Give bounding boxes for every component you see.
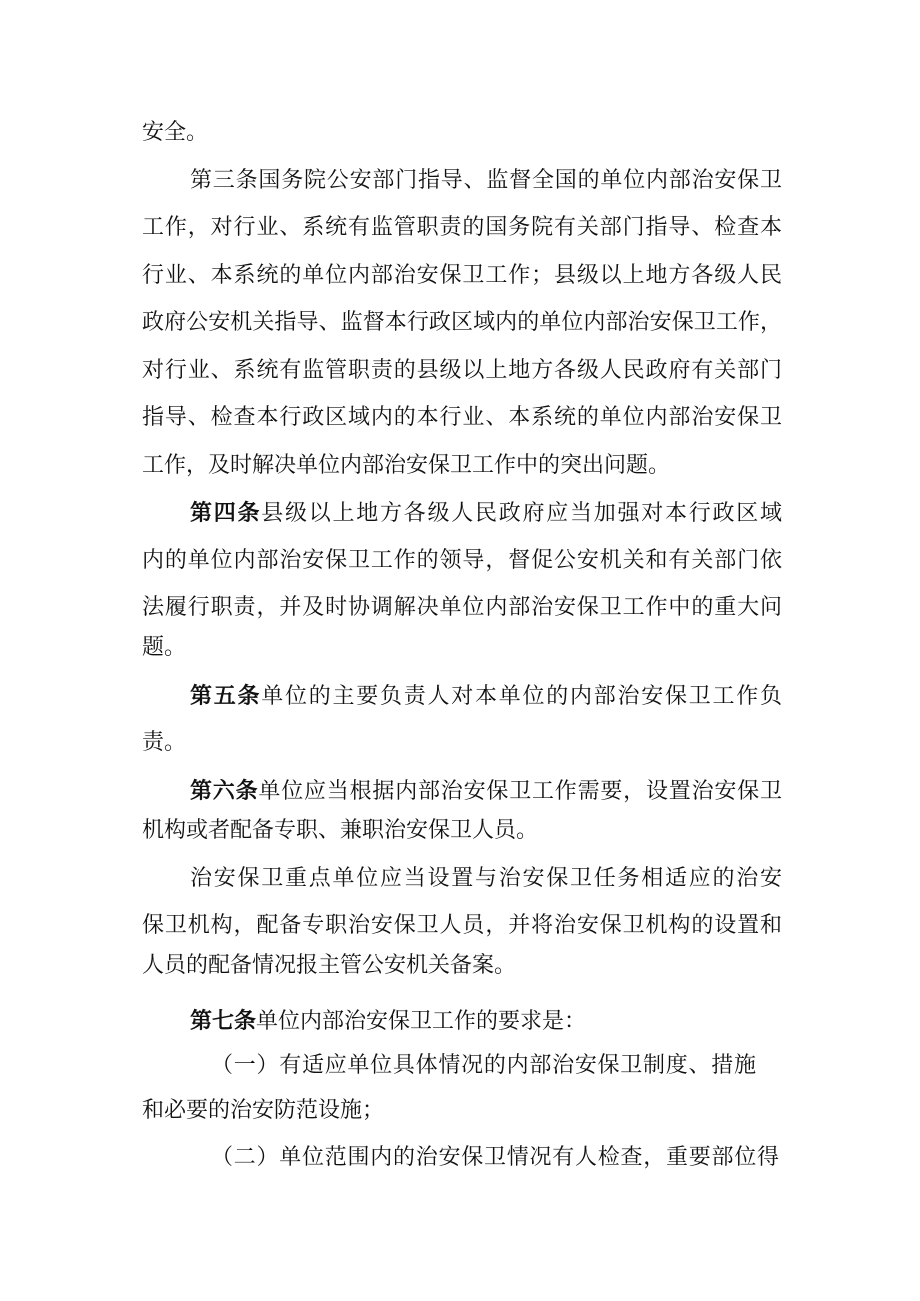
line-text: 保卫机构，配备专职治安保卫人员，并将治安保卫机构的设置和: [142, 913, 782, 938]
line-text: 题。: [142, 635, 187, 660]
line-text: 机构或者配备专职、兼职治安保卫人员。: [142, 818, 539, 843]
article-text: 单位应当根据内部治安保卫工作需要，设置治安保卫: [258, 779, 782, 804]
text-line: [0, 403, 920, 433]
text-line: [0, 261, 920, 291]
line-text: 和必要的治安防范设施；: [142, 1098, 385, 1123]
line-text: 政府公安机关指导、监督本行政区域内的单位内部治安保卫工作，: [142, 310, 782, 335]
text-line: [0, 593, 920, 623]
text-line: [0, 633, 920, 663]
line-text: 行业、本系统的单位内部治安保卫工作；县级以上地方各级人民: [142, 263, 782, 288]
article-text: 单位内部治安保卫工作的要求是：: [256, 1009, 587, 1034]
text-line: [0, 213, 920, 243]
line-text: 对行业、系统有监管职责的县级以上地方各级人民政府有关部门: [142, 358, 782, 383]
article-text: 县级以上地方各级人民政府应当加强对本行政区域: [261, 501, 782, 526]
article-number: 第四条: [190, 500, 262, 526]
line-text: 责。: [142, 730, 187, 755]
line-text: 人员的配备情况报主管公安机关备案。: [142, 953, 517, 978]
list-item-1-line: [0, 1051, 920, 1081]
line-text: 内的单位内部治安保卫工作的领导，督促公安机关和有关部门依: [142, 548, 782, 573]
article-5-heading-line: [0, 681, 920, 712]
line-text: 第三条国务院公安部门指导、监督全国的单位内部治安保卫: [190, 168, 782, 193]
line-text: [190, 498, 782, 529]
article-6-heading-line: [0, 776, 920, 807]
text-line: [0, 951, 920, 981]
text-line: [0, 1096, 920, 1126]
line-text: 治安保卫重点单位应当设置与治安保卫任务相适应的治安: [190, 866, 782, 891]
line-text: 法履行职责，并及时协调解决单位内部治安保卫工作中的重大问: [142, 595, 782, 620]
text-line: [0, 728, 920, 758]
line-text: [190, 1009, 586, 1034]
line-text: 工作，及时解决单位内部治安保卫工作中的突出问题。: [142, 453, 671, 478]
text-line: [0, 816, 920, 846]
text-line: [0, 118, 920, 148]
text-line: [0, 356, 920, 386]
text-line: [0, 546, 920, 576]
line-text: 安全。: [142, 120, 209, 145]
list-item-2-line: [0, 1143, 920, 1173]
article-text: 单位的主要负责人对本单位的内部治安保卫工作负: [261, 684, 782, 709]
line-text: [190, 681, 782, 712]
article-4-heading-line: [0, 498, 920, 529]
article-7-heading-line: [0, 1006, 920, 1037]
article-number: 第七条: [190, 1008, 257, 1034]
line-text: 指导、检查本行政区域内的本行业、本系统的单位内部治安保卫: [142, 405, 782, 430]
article-3-heading-line: [0, 166, 920, 196]
text-line: [0, 308, 920, 338]
line-text: （一）有适应单位具体情况的内部治安保卫制度、措施: [211, 1053, 756, 1078]
article-number: 第五条: [190, 683, 262, 709]
text-line: [0, 451, 920, 481]
article-number: 第六条: [190, 778, 259, 804]
line-text: [190, 776, 782, 807]
text-line: [0, 864, 920, 894]
line-text: 工作，对行业、系统有监管职责的国务院有关部门指导、检查本: [142, 215, 782, 240]
text-line: [0, 911, 920, 941]
line-text: （二）单位范围内的治安保卫情况有人检查，重要部位得: [211, 1145, 779, 1170]
